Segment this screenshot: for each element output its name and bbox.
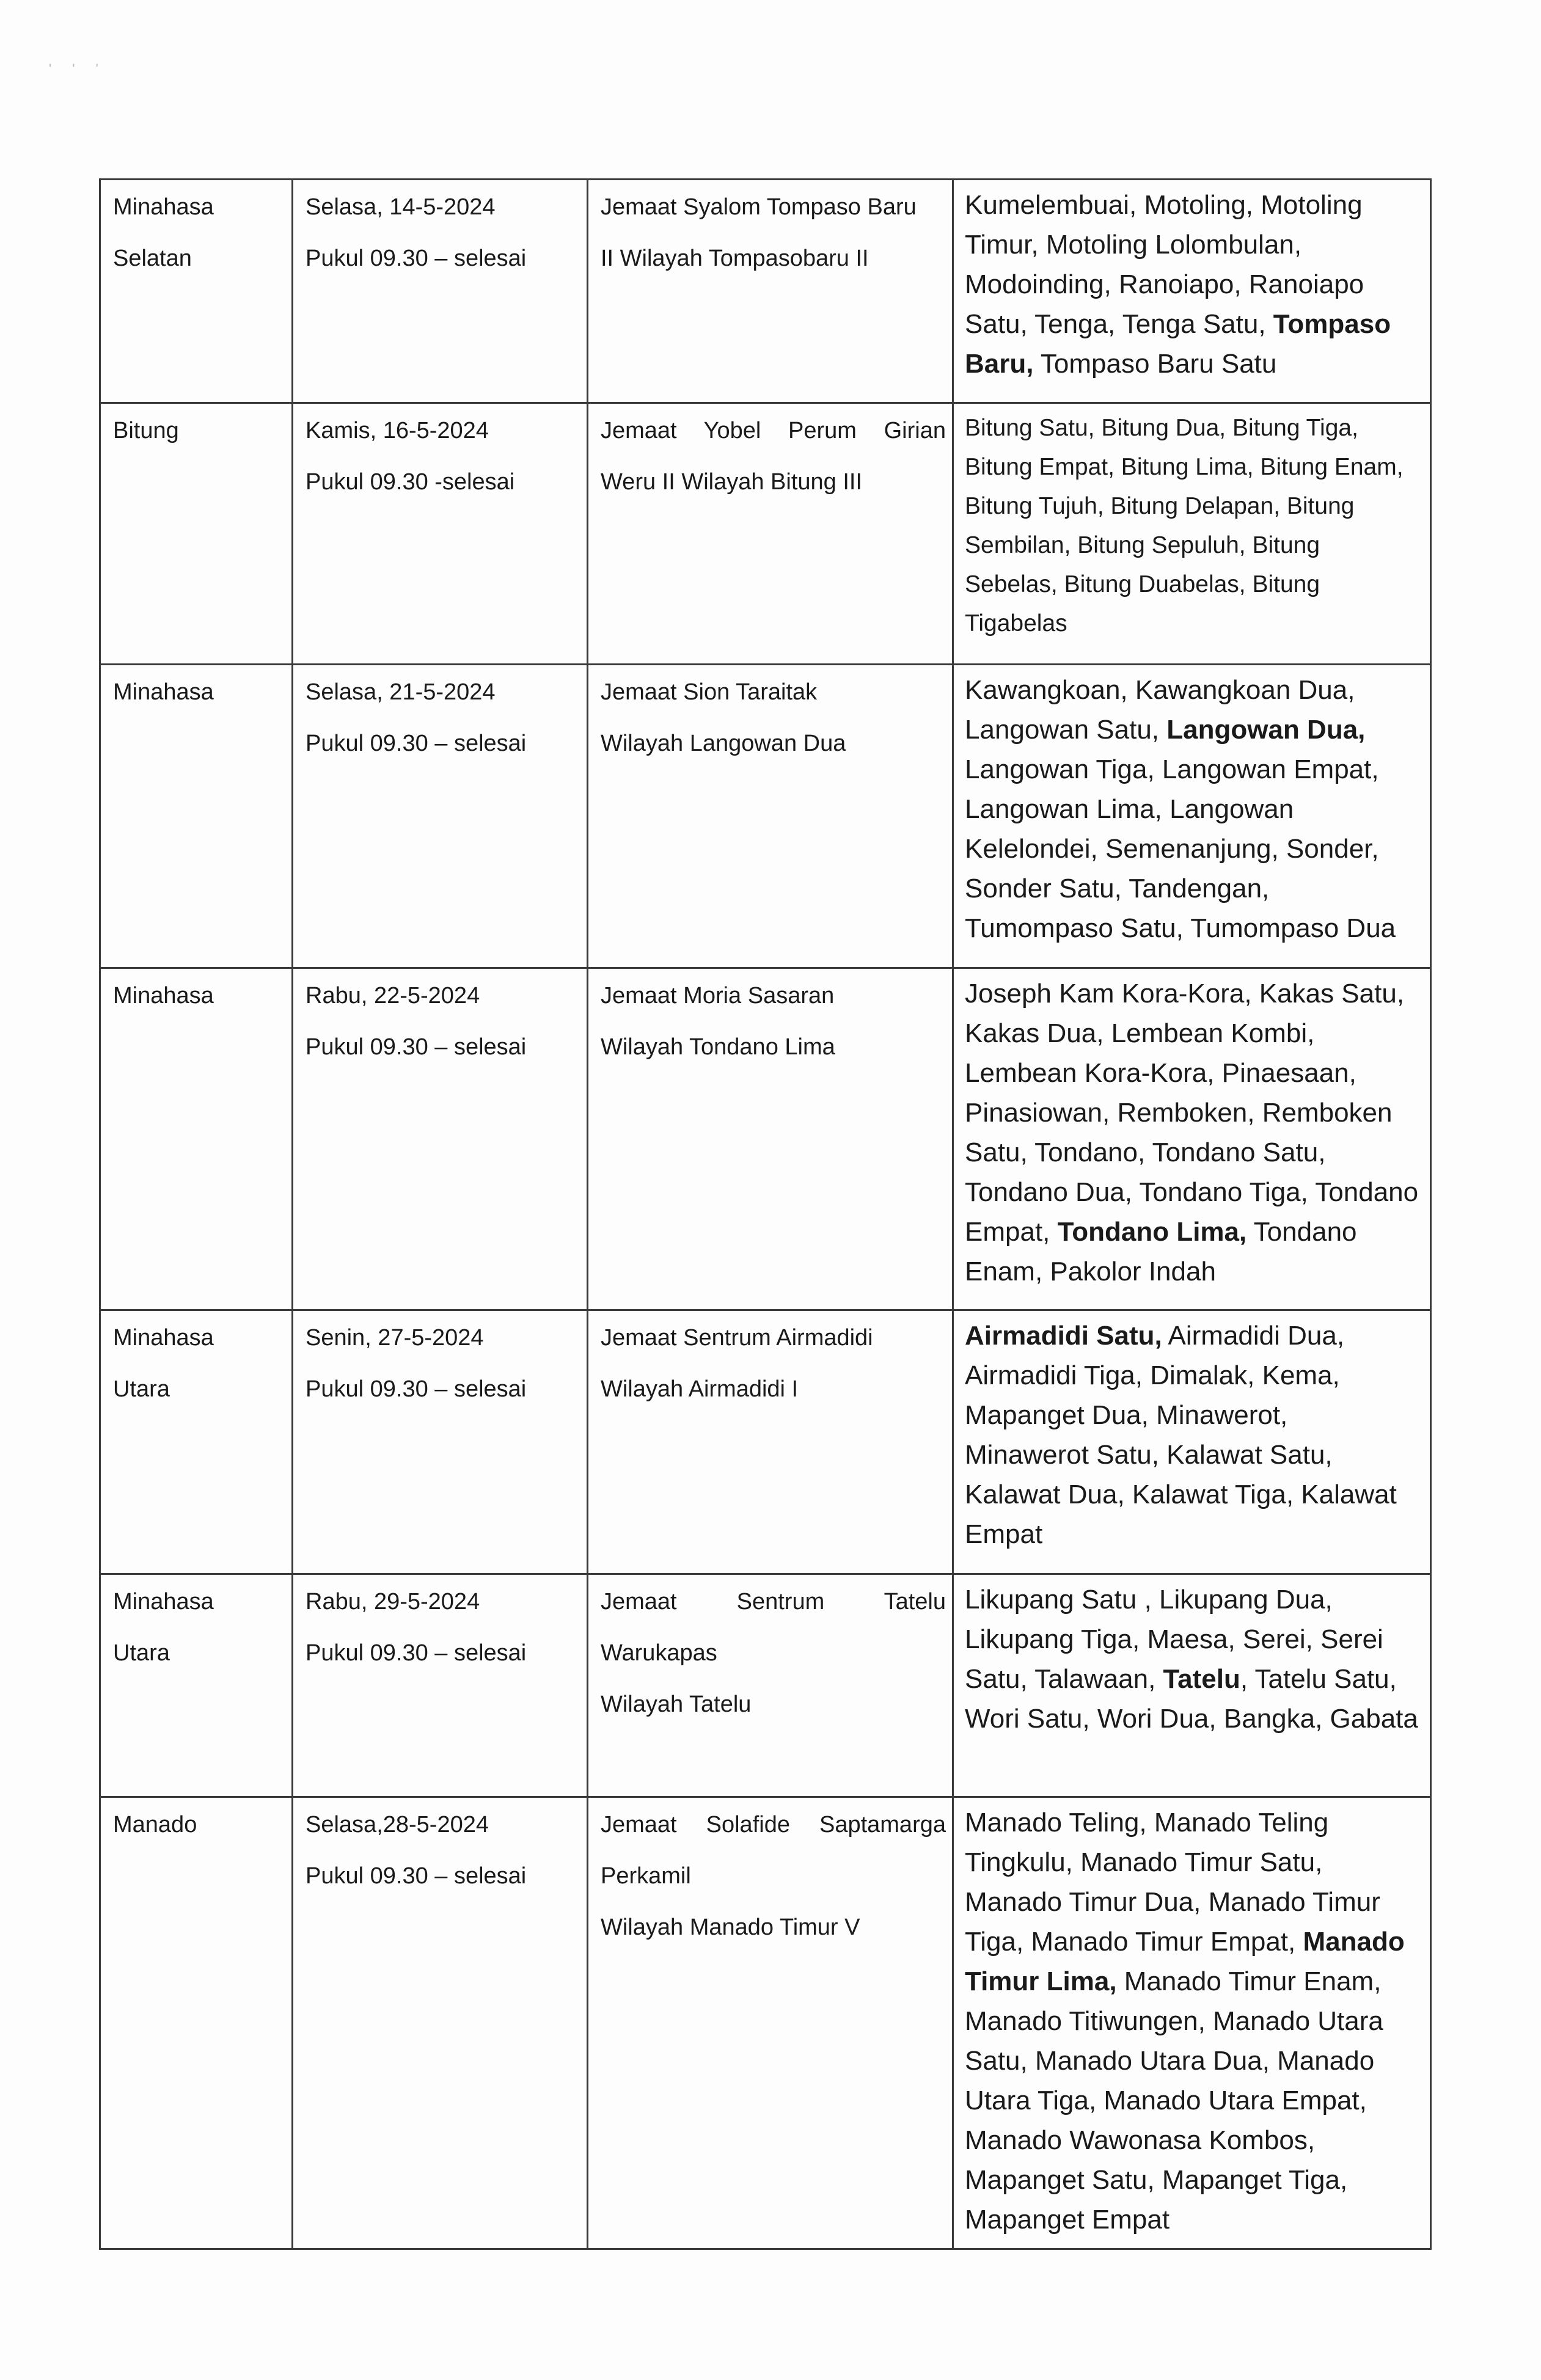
table-row: [100, 665, 1431, 968]
venue-cell: [588, 1797, 953, 2249]
parish-text: Manado Timur Enam, Manado Titiwungen, Manado Utara Satu, Manado Utara Dua, Manado Utara Tiga, Manado Utara Empat, Manado Wawonasa Kombos, Mapanget Satu, Mapanget Tiga, Mapanget Empat: [965, 1966, 1383, 2235]
time-text: Pukul 09.30 – selesai: [306, 1863, 527, 1889]
date-text: Selasa,28-5-2024: [306, 1812, 489, 1838]
region-cell: [100, 1574, 293, 1797]
venue-line: Wilayah Tondano Lima: [601, 1034, 835, 1060]
time-text: Pukul 09.30 -selesai: [306, 469, 515, 495]
table-row: [100, 968, 1431, 1310]
region-line: Minahasa: [113, 1589, 214, 1615]
venue-line: Jemaat Moria Sasaran: [601, 983, 835, 1009]
parish-text: Kawangkoan, Kawangkoan Dua, Langowan Satu,: [965, 675, 1355, 745]
parish-text: Tompaso Baru Satu: [1033, 349, 1277, 379]
time-text: Pukul 09.30 – selesai: [306, 1376, 527, 1402]
region-cell: [100, 403, 293, 665]
table-row: [100, 1797, 1431, 2249]
region-line: Selatan: [113, 246, 192, 271]
parish-text: Bitung Satu, Bitung Dua, Bitung Tiga, Bitung Empat, Bitung Lima, Bitung Enam, Bitung Tujuh, Bitung Delapan, Bitung Sembilan, Bitung Sepuluh, Bitung Sebelas, Bitung Duabelas, Bitung Tigabelas: [965, 415, 1404, 637]
region-line: Minahasa: [113, 983, 214, 1009]
time-text: Pukul 09.30 – selesai: [306, 1034, 527, 1060]
venue-line: Weru II Wilayah Bitung III: [601, 469, 863, 495]
region-cell: [100, 968, 293, 1310]
venue-line: Jemaat Yobel Perum Girian: [601, 418, 946, 444]
venue-cell: [588, 180, 953, 403]
date-cell: [293, 1310, 588, 1574]
region-line: Minahasa: [113, 194, 214, 220]
venue-line: Jemaat Sentrum Airmadidi: [601, 1325, 873, 1351]
parish-text: , Tatelu Satu, Wori Satu, Wori Dua, Bangka, Gabata: [965, 1664, 1418, 1734]
date-text: Selasa, 21-5-2024: [306, 679, 496, 705]
parish-text: Kumelembuai, Motoling, Motoling Timur, Motoling Lolombulan, Modoinding, Ranoiapo, Ranoiapo Satu, Tenga, Tenga Satu,: [965, 190, 1364, 339]
venue-line: Jemaat Syalom Tompaso Baru: [601, 194, 917, 220]
region-line: Utara: [113, 1376, 170, 1402]
schedule-table: [99, 178, 1432, 2250]
region-line: Bitung: [113, 418, 179, 444]
venue-line: Jemaat Sion Taraitak: [601, 679, 818, 705]
table-row: [100, 180, 1431, 403]
date-cell: [293, 665, 588, 968]
date-text: Rabu, 22-5-2024: [306, 983, 480, 1009]
parish-text: Tondano Enam, Pakolor Indah: [965, 1217, 1357, 1287]
table-row: [100, 1310, 1431, 1574]
parish-list-cell: [953, 968, 1431, 1310]
parish-highlight: Manado Timur Lima,: [965, 1927, 1405, 1996]
parish-text: Likupang Satu , Likupang Dua, Likupang Tiga, Maesa, Serei, Serei Satu, Talawaan,: [965, 1585, 1383, 1694]
parish-highlight: Langowan Dua,: [1166, 715, 1366, 745]
date-cell: [293, 1797, 588, 2249]
venue-line: Jemaat Solafide Saptamarga: [601, 1812, 946, 1838]
region-line: Minahasa: [113, 1325, 214, 1351]
venue-line: Perkamil: [601, 1863, 691, 1889]
scan-mark: ' ' ': [49, 61, 107, 76]
parish-list-cell: [953, 180, 1431, 403]
region-line: Manado: [113, 1812, 197, 1838]
parish-highlight: Airmadidi Satu,: [965, 1321, 1162, 1351]
venue-line: Wilayah Tatelu: [601, 1692, 752, 1717]
parish-text: Joseph Kam Kora-Kora, Kakas Satu, Kakas Dua, Lembean Kombi, Lembean Kora-Kora, Pinaesaan, Pinasiowan, Remboken, Remboken Satu, Tondano, Tondano Satu, Tondano Dua, Tondano Tiga, Tondano Empat,: [965, 979, 1419, 1247]
venue-line: Wilayah Manado Timur V: [601, 1915, 860, 1940]
time-text: Pukul 09.30 – selesai: [306, 1640, 527, 1666]
venue-cell: [588, 1310, 953, 1574]
venue-cell: [588, 1574, 953, 1797]
venue-line: Wilayah Langowan Dua: [601, 731, 846, 756]
date-cell: [293, 1574, 588, 1797]
date-cell: [293, 968, 588, 1310]
date-text: Senin, 27-5-2024: [306, 1325, 484, 1351]
parish-highlight: Tatelu: [1163, 1664, 1240, 1694]
date-text: Rabu, 29-5-2024: [306, 1589, 480, 1615]
region-line: Minahasa: [113, 679, 214, 705]
venue-line: II Wilayah Tompasobaru II: [601, 246, 869, 271]
table-row: [100, 1574, 1431, 1797]
parish-highlight: Tompaso Baru,: [965, 309, 1391, 379]
parish-list-cell: [953, 1574, 1431, 1797]
parish-list-cell: [953, 403, 1431, 665]
parish-text: Langowan Tiga, Langowan Empat, Langowan Lima, Langowan Kelelondei, Semenanjung, Sonder, Sonder Satu, Tandengan, Tumompaso Satu, Tumompaso Dua: [965, 754, 1396, 943]
date-cell: [293, 403, 588, 665]
venue-cell: [588, 403, 953, 665]
parish-text: Airmadidi Dua, Airmadidi Tiga, Dimalak, Kema, Mapanget Dua, Minawerot, Minawerot Satu, Kalawat Satu, Kalawat Dua, Kalawat Tiga, Kalawat Empat: [965, 1321, 1397, 1549]
region-cell: [100, 180, 293, 403]
venue-cell: [588, 665, 953, 968]
venue-line: Wilayah Airmadidi I: [601, 1376, 799, 1402]
venue-cell: [588, 968, 953, 1310]
date-text: Selasa, 14-5-2024: [306, 194, 496, 220]
parish-list-cell: [953, 1310, 1431, 1574]
date-text: Kamis, 16-5-2024: [306, 418, 489, 444]
parish-text: Manado Teling, Manado Teling Tingkulu, Manado Timur Satu, Manado Timur Dua, Manado Timur Tiga, Manado Timur Empat,: [965, 1808, 1380, 1957]
time-text: Pukul 09.30 – selesai: [306, 731, 527, 756]
time-text: Pukul 09.30 – selesai: [306, 246, 527, 271]
venue-line: Warukapas: [601, 1640, 717, 1666]
parish-list-cell: [953, 665, 1431, 968]
venue-line: Jemaat Sentrum Tatelu: [601, 1589, 946, 1615]
table-row: [100, 403, 1431, 665]
region-cell: [100, 1797, 293, 2249]
region-cell: [100, 665, 293, 968]
parish-list-cell: [953, 1797, 1431, 2249]
parish-highlight: Tondano Lima,: [1057, 1217, 1247, 1247]
region-line: Utara: [113, 1640, 170, 1666]
region-cell: [100, 1310, 293, 1574]
date-cell: [293, 180, 588, 403]
